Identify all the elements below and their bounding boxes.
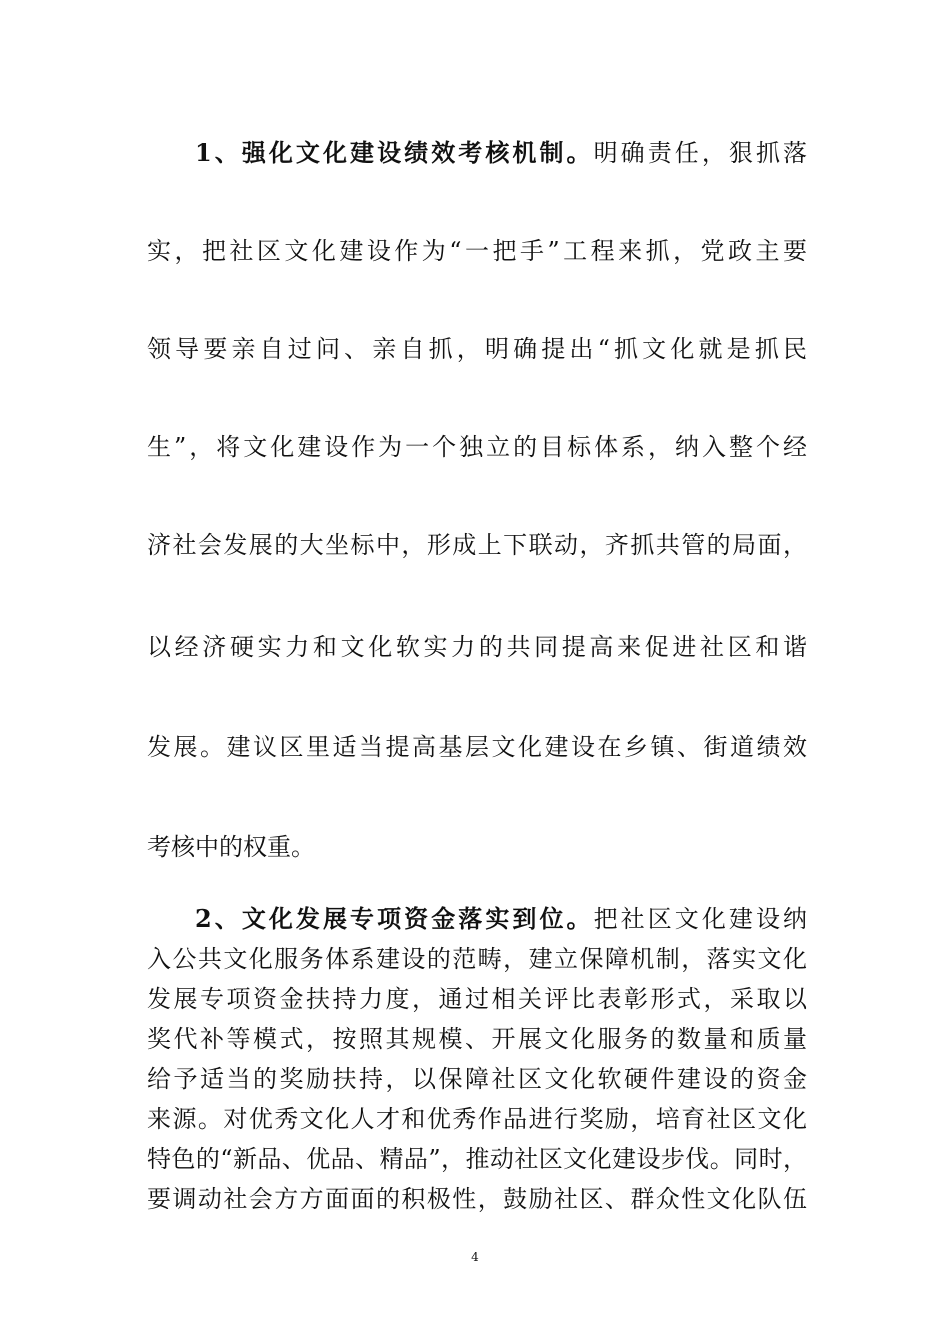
paragraph-1-heading: 1、强化文化建设绩效考核机制。 bbox=[195, 138, 594, 167]
paragraph-1-line-3: 领导要亲自过问、亲自抓，明确提出“抓文化就是抓民 bbox=[147, 335, 807, 363]
paragraph-1-line-5: 济社会发展的大坐标中，形成上下联动，齐抓共管的局面， bbox=[147, 531, 807, 559]
paragraph-2-line-5: 给予适当的奖励扶持，以保障社区文化软硬件建设的资金 bbox=[147, 1065, 807, 1093]
paragraph-2-heading: 2、文化发展专项资金落实到位。 bbox=[195, 904, 594, 933]
paragraph-1-line-6: 以经济硬实力和文化软实力的共同提高来促进社区和谐 bbox=[147, 633, 807, 661]
paragraph-2-line-7: 特色的“新品、优品、精品”，推动社区文化建设步伐。同时， bbox=[147, 1145, 807, 1173]
paragraph-2-line-1 bbox=[195, 904, 807, 934]
paragraph-1-line-8: 考核中的权重。 bbox=[147, 833, 315, 861]
paragraph-1-text: 明确责任，狠抓落 bbox=[593, 139, 808, 167]
paragraph-2-line-3: 发展专项资金扶持力度，通过相关评比表彰形式，采取以 bbox=[147, 985, 807, 1013]
page-number: 4 bbox=[471, 1250, 479, 1264]
paragraph-2-line-2: 入公共文化服务体系建设的范畴，建立保障机制，落实文化 bbox=[147, 945, 807, 973]
paragraph-1-line-2: 实，把社区文化建设作为“一把手”工程来抓，党政主要 bbox=[147, 237, 807, 265]
paragraph-1-line-1 bbox=[195, 138, 807, 168]
paragraph-1-line-7: 发展。建议区里适当提高基层文化建设在乡镇、街道绩效 bbox=[147, 733, 807, 761]
paragraph-2-line-8: 要调动社会方方面面的积极性，鼓励社区、群众性文化队伍 bbox=[147, 1185, 807, 1213]
paragraph-1-line-4: 生”，将文化建设作为一个独立的目标体系，纳入整个经 bbox=[147, 433, 807, 461]
paragraph-2-line-6: 来源。对优秀文化人才和优秀作品进行奖励，培育社区文化 bbox=[147, 1105, 807, 1133]
paragraph-2-line-4: 奖代补等模式，按照其规模、开展文化服务的数量和质量 bbox=[147, 1025, 807, 1053]
paragraph-2-text: 把社区文化建设纳 bbox=[593, 905, 808, 933]
